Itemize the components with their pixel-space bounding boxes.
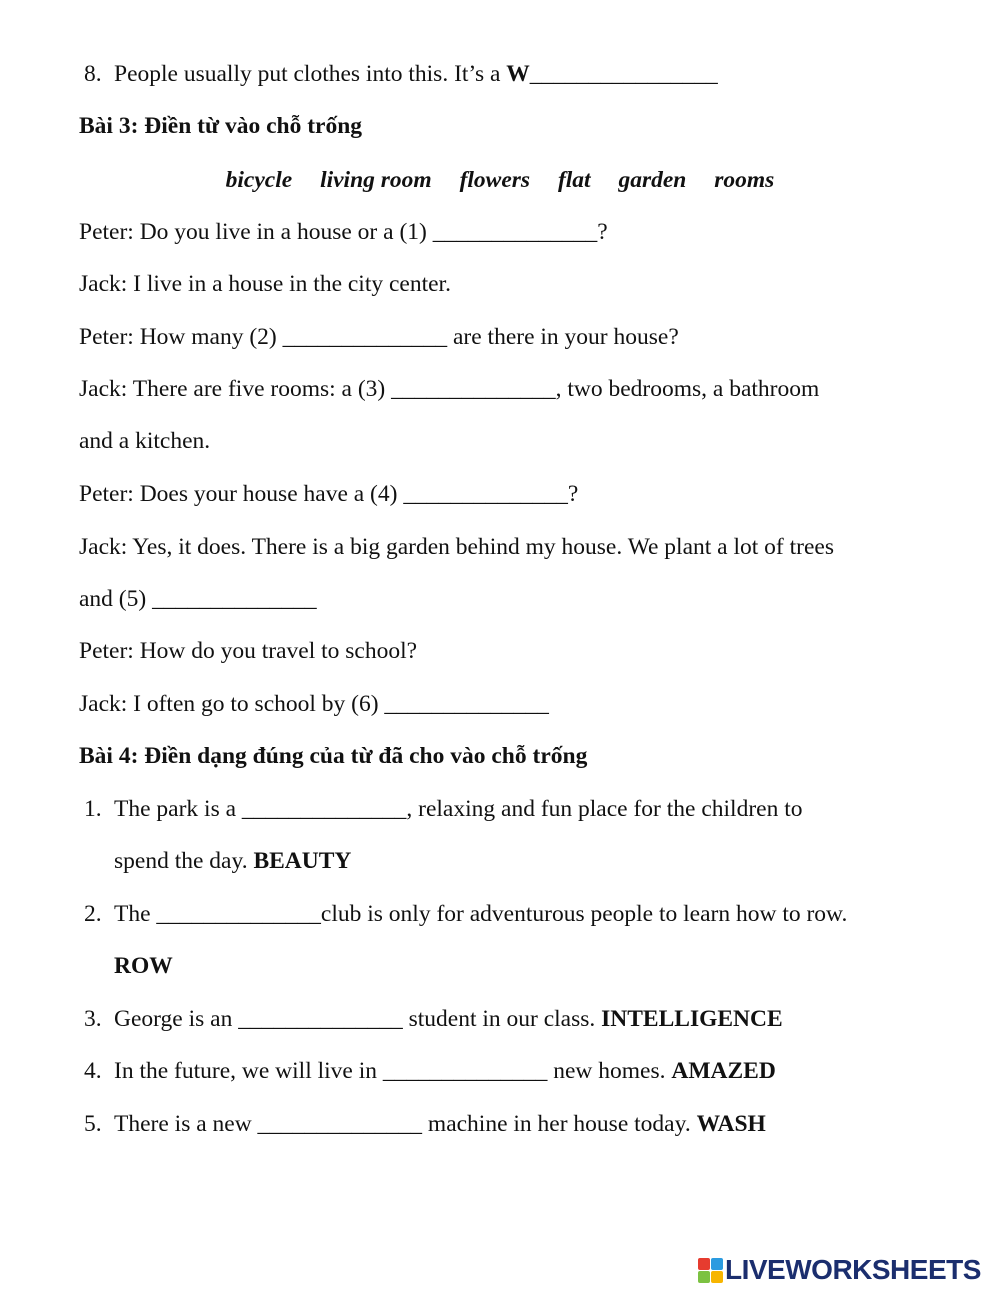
keyword: AMAZED bbox=[671, 1058, 776, 1084]
keyword: WASH bbox=[696, 1111, 766, 1137]
item-number: 5. bbox=[84, 1111, 102, 1137]
keyword: ROW bbox=[114, 953, 173, 979]
item-text[interactable]: The park is a ______________, relaxing and fun place for the children to bbox=[114, 796, 803, 822]
answer-blank[interactable]: ________________ bbox=[529, 61, 718, 87]
dialogue-line[interactable]: Peter: Do you live in a house or a (1) ______________? bbox=[79, 219, 608, 245]
logo-block bbox=[698, 1271, 710, 1283]
item-text[interactable]: The ______________club is only for adventurous people to learn how to row. bbox=[114, 901, 848, 927]
word-bank-item: bicycle bbox=[225, 167, 293, 193]
item-number: 1. bbox=[84, 796, 102, 822]
dialogue-line: Peter: How do you travel to school? bbox=[79, 638, 418, 664]
item-text[interactable]: George is an ______________ student in our class. bbox=[114, 1006, 602, 1032]
item-text-wrap[interactable] bbox=[114, 1109, 766, 1139]
hint-letter: W bbox=[506, 61, 530, 87]
logo-block bbox=[711, 1271, 723, 1283]
word-bank bbox=[0, 165, 1000, 195]
word-bank-item: flat bbox=[557, 167, 591, 193]
liveworksheets-logo bbox=[698, 1255, 981, 1285]
item-number: 4. bbox=[84, 1058, 102, 1084]
word-bank-item: living room bbox=[320, 167, 432, 193]
logo-block bbox=[711, 1258, 723, 1270]
dialogue-line[interactable]: Peter: How many (2) ______________ are there in your house? bbox=[79, 324, 679, 350]
keyword: INTELLIGENCE bbox=[601, 1006, 783, 1032]
item-text-wrap[interactable] bbox=[114, 1056, 776, 1086]
item-text: spend the day. bbox=[114, 848, 254, 874]
item-text[interactable]: In the future, we will live in ______________ new homes. bbox=[114, 1058, 672, 1084]
dialogue-line: Jack: Yes, it does. There is a big garden behind my house. We plant a lot of trees bbox=[79, 534, 834, 560]
word-bank-item: garden bbox=[618, 167, 687, 193]
dialogue-line[interactable]: Jack: There are five rooms: a (3) ______________, two bedrooms, a bathroom bbox=[79, 376, 820, 402]
section-3-heading: Bài 3: Điền từ vào chỗ trống bbox=[79, 113, 363, 139]
exercise-item-1-continued bbox=[114, 846, 351, 876]
logo-block bbox=[698, 1258, 710, 1270]
keyword: BEAUTY bbox=[253, 848, 352, 874]
item-number: 3. bbox=[84, 1006, 102, 1032]
question-text: People usually put clothes into this. It’s a bbox=[114, 61, 507, 87]
section-4-heading: Bài 4: Điền dạng đúng của từ đã cho vào chỗ trống bbox=[79, 743, 588, 769]
question-number: 8. bbox=[84, 61, 102, 87]
dialogue-line: Jack: I live in a house in the city center. bbox=[79, 271, 451, 297]
item-text[interactable]: There is a new ______________ machine in her house today. bbox=[114, 1111, 697, 1137]
dialogue-line[interactable]: and (5) ______________ bbox=[79, 586, 317, 612]
dialogue-line[interactable]: Jack: I often go to school by (6) ______________ bbox=[79, 691, 549, 717]
logo-blocks-icon bbox=[698, 1258, 723, 1283]
item-text-wrap[interactable] bbox=[114, 1004, 783, 1034]
word-bank-item: flowers bbox=[459, 167, 531, 193]
item-number: 2. bbox=[84, 901, 102, 927]
dialogue-line: and a kitchen. bbox=[79, 428, 211, 454]
question-8-text bbox=[114, 59, 718, 89]
word-bank-item: rooms bbox=[714, 167, 775, 193]
logo-text: LIVEWORKSHEETS bbox=[725, 1254, 981, 1285]
dialogue-line[interactable]: Peter: Does your house have a (4) ______________? bbox=[79, 481, 579, 507]
